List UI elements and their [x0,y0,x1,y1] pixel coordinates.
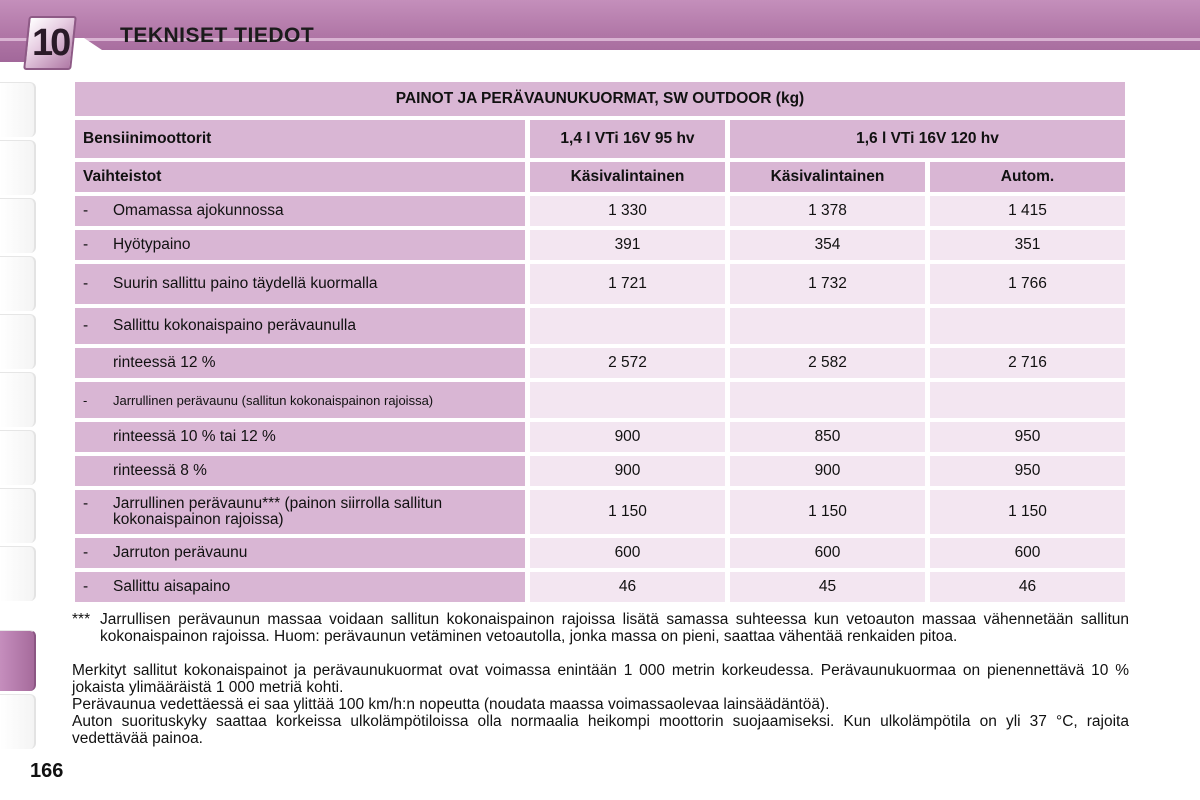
engine-1-header: 1,4 l VTi 16V 95 hv [530,120,725,158]
row-value-2: 600 [730,538,925,568]
row-value-1: 2 572 [530,348,725,378]
row-value-3: 950 [930,456,1125,486]
table-row [75,308,1125,344]
gearbox-3-header: Autom. [930,162,1125,192]
page-title: TEKNISET TIEDOT [120,24,315,47]
row-value-3: 1 766 [930,264,1125,304]
weights-table [70,78,1130,606]
row-value-1: 600 [530,538,725,568]
table-row [75,348,1125,378]
row-value-1: 1 330 [530,196,725,226]
note-paragraph-1: Merkityt sallitut kokonaispainot ja perävaunukuormat ovat voimassa enintään 1 000 metrin korkeudessa. Perävaunukuormaa on pienennettävä 10 % jokaista ylimääräistä 1 000 metriä kohti. [72,662,1129,696]
gearbox-label: Vaihteistot [75,162,525,192]
table-row [75,572,1125,602]
footnote-text: Jarrullisen perävaunun massaa voidaan sallitun kokonaispainon rajoissa lisätä samassa suhteessa kun vetoauton massaa vähennetään sallitun kokonaispainon rajoissa. Huom: perävaunun vetäminen vetoautolla, jonka massa on pieni, saattaa vähentää renkaiden pitoa. [100,611,1129,645]
row-dash: - [83,236,89,253]
side-tab-2[interactable] [0,140,36,195]
row-value-3: 1 150 [930,490,1125,534]
row-label: rinteessä 10 % tai 12 % [113,428,276,445]
row-value-2: 45 [730,572,925,602]
row-label: Suurin sallittu paino täydellä kuormalla [113,275,378,292]
engine-2-header: 1,6 l VTi 16V 120 hv [730,120,1125,158]
chapter-badge[interactable] [23,16,77,70]
table-row [75,538,1125,568]
row-label: Jarruton perävaunu [113,544,248,561]
row-value-1: 900 [530,456,725,486]
side-tab-5[interactable] [0,314,36,369]
row-value-2 [730,382,925,418]
row-dash: - [83,392,88,408]
table-row [75,264,1125,304]
side-tab-9[interactable] [0,546,36,601]
table-row [75,230,1125,260]
side-tab-3[interactable] [0,198,36,253]
row-value-1: 1 150 [530,490,725,534]
table-row [75,196,1125,226]
row-value-2: 1 732 [730,264,925,304]
row-label: rinteessä 8 % [113,462,207,479]
row-dash: - [83,578,89,595]
header-underlay [88,50,1200,62]
row-value-1 [530,382,725,418]
row-label: Hyötypaino [113,236,191,253]
footnote [72,611,1129,645]
row-value-2: 900 [730,456,925,486]
note-paragraph-2: Perävaunua vedettäessä ei saa ylittää 100 km/h:n nopeutta (noudata maassa voimassaolevaa lainsäädäntöä). [72,696,830,713]
row-value-3 [930,308,1125,344]
row-label: Jarrullinen perävaunu*** (painon siirrolla sallitun kokonaispainon rajoissa) [113,495,443,528]
row-value-2: 354 [730,230,925,260]
row-value-3: 46 [930,572,1125,602]
row-label: Jarrullinen perävaunu (sallitun kokonaispainon rajoissa) [113,392,434,408]
row-dash: - [83,317,89,334]
row-label: Omamassa ajokunnossa [113,202,284,219]
row-value-3: 351 [930,230,1125,260]
footnote-mark: *** [72,611,91,628]
engine-label: Bensiinimoottorit [75,120,525,158]
table-row [75,422,1125,452]
row-value-2: 1 378 [730,196,925,226]
row-value-2 [730,308,925,344]
side-tab-7[interactable] [0,430,36,485]
gearbox-2-header: Käsivalintainen [730,162,925,192]
table-title: PAINOT JA PERÄVAUNUKUORMAT, SW OUTDOOR (kg) [75,82,1125,116]
row-label: Sallittu kokonaispaino perävaunulla [113,317,356,334]
row-value-2: 1 150 [730,490,925,534]
row-value-3: 1 415 [930,196,1125,226]
row-value-1: 1 721 [530,264,725,304]
row-dash: - [83,544,89,561]
row-value-3: 2 716 [930,348,1125,378]
row-dash: - [83,495,89,512]
table-row [75,456,1125,486]
row-value-3: 950 [930,422,1125,452]
row-value-1: 46 [530,572,725,602]
row-label: Sallittu aisapaino [113,578,231,595]
row-dash: - [83,202,89,219]
row-dash: - [83,275,89,292]
side-tab-1[interactable] [0,82,36,137]
page-number: 166 [30,760,64,782]
gearbox-1-header: Käsivalintainen [530,162,725,192]
chapter-number: 10 [31,21,69,64]
side-tab-6[interactable] [0,372,36,427]
row-value-1 [530,308,725,344]
side-tab-4[interactable] [0,256,36,311]
side-tab-active[interactable] [0,630,36,691]
row-value-3: 600 [930,538,1125,568]
row-value-3 [930,382,1125,418]
side-tab-11[interactable] [0,694,36,749]
table-row [75,490,1125,534]
row-value-1: 391 [530,230,725,260]
notes-section [72,611,1129,747]
table-row [75,382,1125,418]
row-value-1: 900 [530,422,725,452]
note-paragraph-3: Auton suorituskyky saattaa korkeissa ulkolämpötiloissa olla normaalia heikompi moottorin suojaamiseksi. Kun ulkolämpötila on yli 37 °C, rajoita vedettävää painoa. [72,713,1129,747]
row-value-2: 850 [730,422,925,452]
side-tab-8[interactable] [0,488,36,543]
row-value-2: 2 582 [730,348,925,378]
row-label: rinteessä 12 % [113,354,216,371]
